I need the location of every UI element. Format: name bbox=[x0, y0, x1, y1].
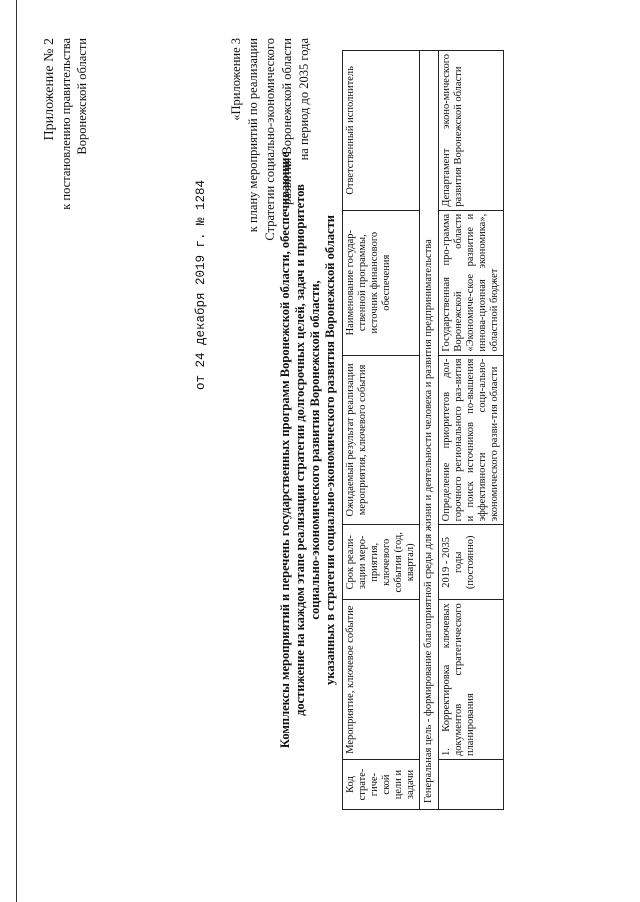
plan-line: к плану мероприятий по реализации bbox=[246, 38, 260, 233]
cell-code bbox=[439, 760, 504, 810]
title-line: Комплексы мероприятий и перечень государственных программ Воронежской области, обеспечивающие bbox=[278, 151, 292, 749]
header-term: Срок реали-зации меро-приятия, ключевого события (год, квартал) bbox=[343, 525, 420, 600]
cell-result: Определение приоритетов дол-горочного регионального раз-вития и поиск источников по-вышения эффективности соци-ально-экономического разви-тия области bbox=[439, 355, 504, 525]
appendix-to: к постановлению правительства bbox=[59, 38, 73, 210]
title-line: достижение на каждом этапе реализации стратегии долгосрочных целей, задач и приоритетов bbox=[293, 184, 307, 716]
header-program: Наименование государ-ственной программы, источник финансового обеспечения bbox=[343, 210, 420, 355]
header-code: Код страте-гиче-ской цели и задачи bbox=[343, 760, 420, 810]
rotated-content bbox=[40, 30, 600, 870]
cell-term: 2019 - 2035 годы (постоянно) bbox=[439, 525, 504, 600]
table-header-row bbox=[343, 51, 420, 810]
title-line: социально-экономического развития Воронежской области, bbox=[308, 280, 322, 620]
goal-text: Генеральная цель - формирование благоприятной среды для жизни и деятельности человека и развития предпринимательства bbox=[420, 51, 439, 810]
cell-executor: Департамент эконо-мического развития Воронежской области bbox=[439, 51, 504, 211]
page-edge-line bbox=[16, 0, 17, 902]
plan-line: развития Воронежской области bbox=[280, 38, 294, 205]
appendix-number: Приложение № 2 bbox=[42, 38, 57, 141]
cell-event: 1. Корректировка ключевых документов стратегического планирования bbox=[439, 600, 504, 760]
measures-table bbox=[342, 50, 504, 810]
table-row bbox=[439, 51, 504, 810]
title-line: указанных в стратегии социально-экономического развития Воронежской области bbox=[323, 215, 337, 685]
plan-line: Стратегии социально-экономического bbox=[263, 38, 277, 241]
document-title bbox=[278, 30, 338, 870]
header-executor: Ответственный исполнитель bbox=[343, 51, 420, 211]
appendix-region: Воронежской области bbox=[75, 38, 89, 155]
decree-date: от 24 декабря 2019 г. № 1284 bbox=[194, 180, 208, 391]
cell-program: Государственная про-грамма Воронежской области «Экономиче-ское развитие и иннова-ционная экономика», областной бюджет bbox=[439, 210, 504, 355]
header-event: Мероприятие, ключевое событие bbox=[343, 600, 420, 760]
header-result: Ожидаемый результат реализации мероприятия, ключевого события bbox=[343, 355, 420, 525]
appendix-block bbox=[42, 38, 90, 210]
plan-appendix-number: «Приложение 3 bbox=[229, 38, 243, 121]
plan-line: на период до 2035 года bbox=[297, 38, 311, 161]
goal-row bbox=[420, 51, 439, 810]
